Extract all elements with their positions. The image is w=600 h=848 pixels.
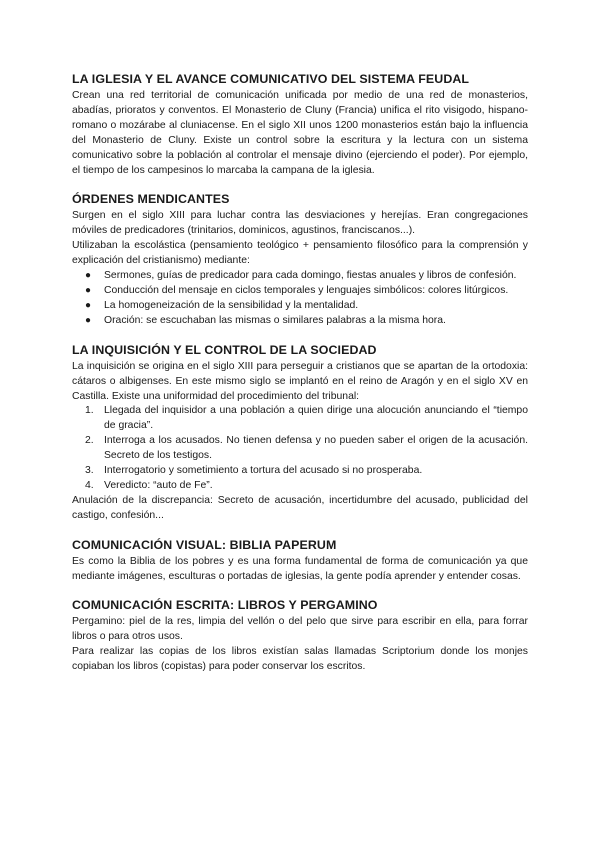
list-number: 3. (85, 465, 94, 477)
list-item (85, 479, 528, 494)
list-item-text: La homogeneización de la sensibilidad y la mentalidad. (104, 299, 359, 311)
paragraph: Surgen en el siglo XIII para luchar contra las desviaciones y herejías. Eran congregaciones móviles de predicadores (trinitarios, dominicos, agustinos, franciscanos...). (72, 210, 528, 237)
bullet-list (72, 269, 528, 329)
bullet-icon: ● (85, 299, 92, 311)
list-item (85, 434, 528, 464)
section-heading: COMUNICACIÓN VISUAL: BIBLIA PAPERUM (72, 537, 337, 552)
section-iglesia (72, 72, 528, 178)
list-item-text: Veredicto: “auto de Fe”. (104, 479, 213, 491)
list-item-text: Llegada del inquisidor a una población a quien dirige una alocución anunciando el “tiempo de gracia”. (104, 405, 528, 432)
paragraph: La inquisición se origina en el siglo XIII para perseguir a cristianos que se apartan de la ortodoxia: cátaros o albigenses. En este mismo siglo se implantó en el reino de Aragón y en el siglo XV en Castilla. Existe una uniformidad del procedimiento del tribunal: (72, 360, 528, 402)
list-item-text: Sermones, guías de predicador para cada domingo, fiestas anuales y libros de confesión. (104, 270, 517, 282)
paragraph: Utilizaban la escolástica (pensamiento teológico + pensamiento filosófico para la comprensión y explicación del cristianismo) mediante: (72, 240, 528, 267)
section-heading: LA IGLESIA Y EL AVANCE COMUNICATIVO DEL SISTEMA FEUDAL (72, 72, 470, 86)
paragraph: Para realizar las copias de los libros existían salas llamadas Scriptorium donde los monjes copiaban los libros (copistas) para poder conservar los escritos. (72, 646, 528, 673)
paragraph: Es como la Biblia de los pobres y es una forma fundamental de forma de comunicación ya que mediante imágenes, esculturas o portadas de iglesias, la gente podía aprender y entender cosas. (72, 555, 528, 582)
list-item-text: Oración: se escuchaban las mismas o similares palabras a la misma hora. (104, 314, 446, 326)
section-comunicacion-escrita (72, 598, 528, 675)
bullet-icon: ● (85, 270, 92, 282)
list-item (85, 404, 528, 434)
bullet-icon: ● (85, 314, 92, 326)
section-heading: COMUNICACIÓN ESCRITA: LIBROS Y PERGAMINO (72, 598, 378, 613)
paragraph: Pergamino: piel de la res, limpia del vellón o del pelo que sirve para escribir en ella, para forrar libros o para otros usos. (72, 616, 528, 643)
list-item (85, 269, 528, 284)
list-number: 2. (85, 435, 94, 447)
paragraph: Anulación de la discrepancia: Secreto de acusación, incertidumbre del acusado, publicidad del castigo, confesión... (72, 494, 528, 521)
paragraph: Crean una red territorial de comunicación unificada por medio de una red de monasterios, abadías, prioratos y conventos. El Monasterio de Cluny (Francia) unifica el rito visigodo, hispano-romano o mozárabe al cluniacense. En el siglo XII unos 1200 monasterios están bajo la influencia del Monasterio de Cluny. Existe un control sobre la escritura y la lectura con un sistema comunicativo sobre la población al controlar el mensaje divino (ejerciendo el poder). Por ejemplo, el tiempo de los campesinos lo marcaba la campana de la iglesia. (72, 90, 528, 176)
section-heading: ÓRDENES MENDICANTES (72, 192, 230, 207)
list-item (85, 299, 528, 314)
numbered-list (72, 404, 528, 493)
list-item-text: Interrogatorio y sometimiento a tortura del acusado si no prosperaba. (104, 465, 423, 477)
list-item-text: Conducción del mensaje en ciclos temporales y lenguajes simbólicos: colores litúrgicos. (104, 284, 509, 296)
section-inquisicion (72, 343, 528, 524)
list-number: 1. (85, 405, 94, 417)
bullet-icon: ● (85, 284, 92, 296)
list-number: 4. (85, 479, 94, 491)
document-page (72, 72, 528, 689)
list-item (85, 314, 528, 329)
section-heading: LA INQUISICIÓN Y EL CONTROL DE LA SOCIEDAD (72, 342, 377, 357)
section-ordenes-mendicantes (72, 192, 528, 328)
list-item (85, 284, 528, 299)
section-comunicacion-visual (72, 538, 528, 585)
list-item (85, 464, 528, 479)
list-item-text: Interroga a los acusados. No tienen defensa y no pueden saber el origen de la acusación. Secreto de los testigos. (104, 435, 528, 462)
